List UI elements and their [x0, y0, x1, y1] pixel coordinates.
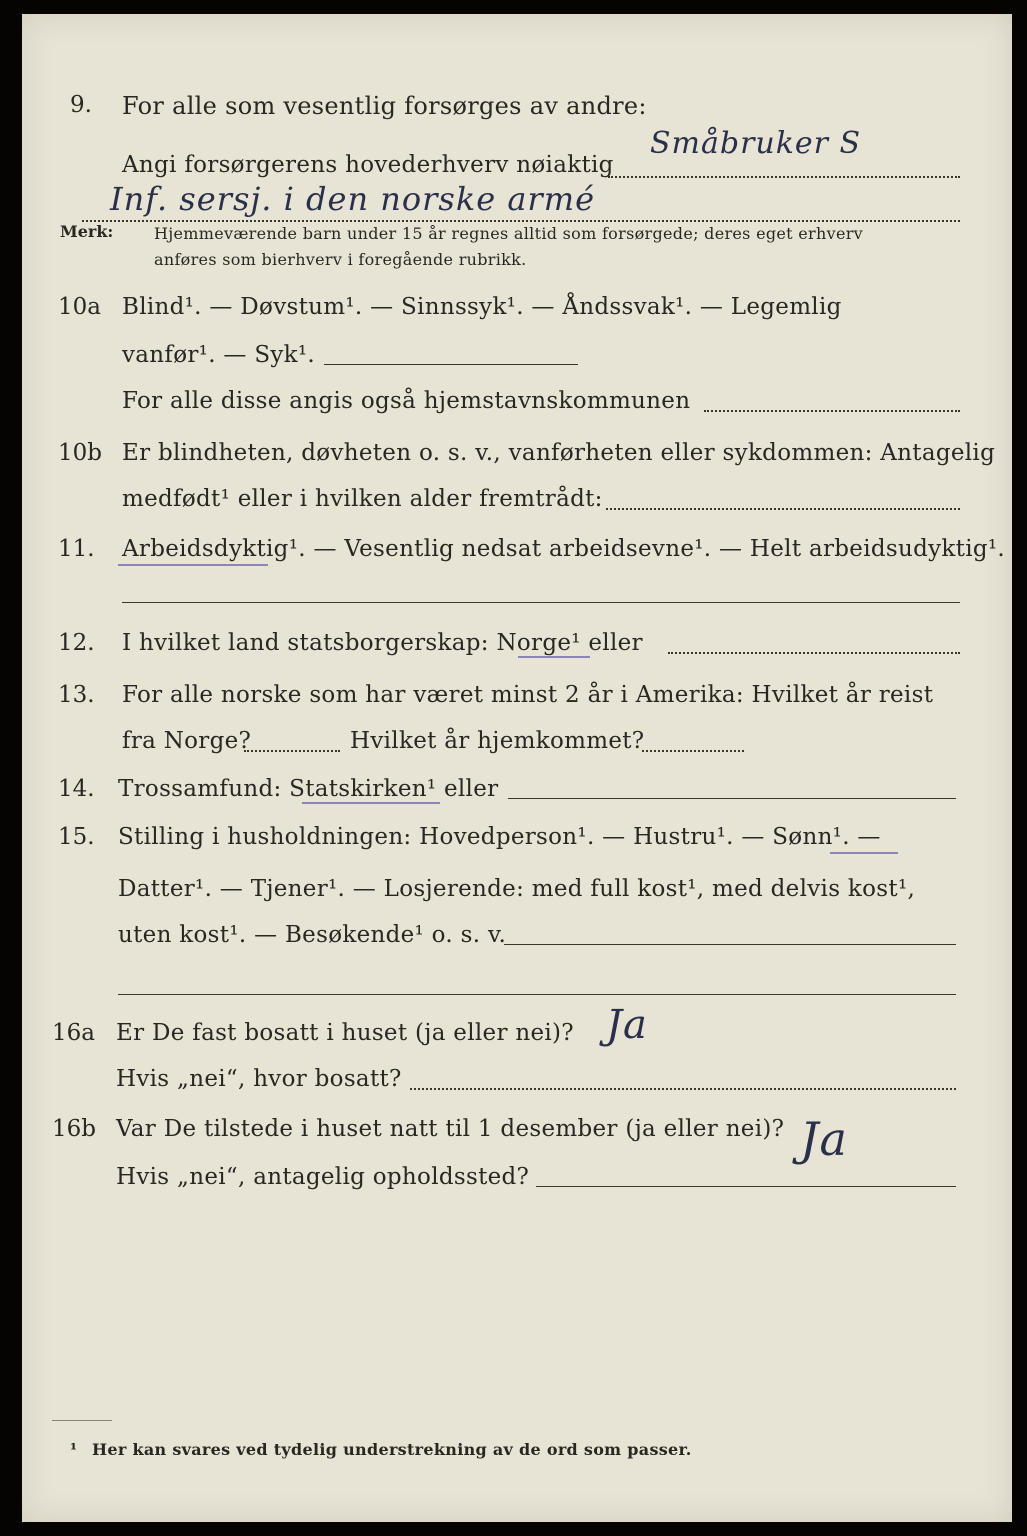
q14-number: 14. [58, 776, 95, 802]
q10b-text-2: medfødt¹ eller i hvilken alder fremtrådt: [122, 486, 603, 512]
q10b-answer-line [606, 508, 960, 510]
q16a-text-2: Hvis „nei“, hvor bosatt? [116, 1066, 402, 1092]
census-form-page [22, 14, 1012, 1522]
q13-number: 13. [58, 682, 95, 708]
footnote-rule [52, 1420, 112, 1421]
q13-text-2b: Hvilket år hjemkommet? [350, 728, 645, 754]
q15-answer-line-2 [118, 994, 956, 995]
q11-answer-line [122, 602, 960, 603]
q10b-number: 10b [58, 440, 102, 466]
q12-answer-line [668, 652, 960, 654]
q15-answer-line [504, 944, 956, 945]
q16a-text-1: Er De fast bosatt i huset (ja eller nei)? [116, 1020, 574, 1046]
footnote-text: Her kan svares ved tydelig understrekning av de ord som passer. [92, 1440, 692, 1459]
q16b-answer: Ja [800, 1112, 848, 1166]
q15-pencil-underline [830, 852, 898, 854]
q12-pencil-underline [518, 656, 590, 658]
merk-text-1: Hjemmeværende barn under 15 år regnes alltid som forsørgede; deres eget erhverv [154, 224, 863, 243]
q12-text: I hvilket land statsborgerskap: Norge¹ eller [122, 630, 643, 656]
merk-label: Merk: [60, 222, 114, 241]
q13-return-year-line [642, 750, 744, 752]
q9-answer-occupation: Småbruker S [650, 126, 862, 161]
q10a-text-3: For alle disse angis også hjemstavnskommunen [122, 388, 691, 414]
q11-pencil-underline [118, 564, 268, 566]
q9-answer-rank: Inf. sersj. i den norske armé [110, 180, 595, 218]
q14-answer-line [508, 798, 956, 799]
q16b-text-1: Var De tilstede i huset natt til 1 desember (ja eller nei)? [116, 1116, 785, 1142]
q16b-answer-line [536, 1186, 956, 1187]
q16b-number: 16b [52, 1116, 96, 1142]
q12-number: 12. [58, 630, 95, 656]
q15-text-2: Datter¹. — Tjener¹. — Losjerende: med full kost¹, med delvis kost¹, [118, 876, 916, 902]
q10a-text-1: Blind¹. — Døvstum¹. — Sinnssyk¹. — Åndssvak¹. — Legemlig [122, 294, 842, 320]
q16a-answer: Ja [606, 1002, 648, 1048]
q16a-number: 16a [52, 1020, 95, 1046]
q14-text: Trossamfund: Statskirken¹ eller [118, 776, 499, 802]
q9-answer-line-2 [82, 220, 960, 222]
q13-text-2a: fra Norge? [122, 728, 252, 754]
q16a-answer-line [410, 1088, 956, 1090]
q15-number: 15. [58, 824, 95, 850]
q9-heading: For alle som vesentlig forsørges av andre: [122, 92, 647, 120]
q9-answer-line-1 [608, 176, 960, 178]
merk-text-2: anføres som bierhverv i foregående rubrikk. [154, 250, 527, 269]
q10a-text-2: vanfør¹. — Syk¹. [122, 342, 316, 368]
q15-text-3: uten kost¹. — Besøkende¹ o. s. v. [118, 922, 507, 948]
q10a-municipality-line [704, 410, 960, 412]
q9-prompt: Angi forsørgerens hovederhverv nøiaktig [122, 152, 614, 178]
q10a-number: 10a [58, 294, 101, 320]
q15-text-1: Stilling i husholdningen: Hovedperson¹. — Hustru¹. — Sønn¹. — [118, 824, 881, 850]
q13-text-1: For alle norske som har været minst 2 år i Amerika: Hvilket år reist [122, 682, 934, 708]
q11-text: Arbeidsdyktig¹. — Vesentlig nedsat arbeidsevne¹. — Helt arbeidsudyktig¹. [122, 536, 1006, 562]
q16b-text-2: Hvis „nei“, antagelig opholdssted? [116, 1164, 530, 1190]
q13-emigration-year-line [244, 750, 340, 752]
q10b-text-1: Er blindheten, døvheten o. s. v., vanførheten eller sykdommen: Antagelig [122, 440, 996, 466]
q14-pencil-underline [302, 802, 440, 804]
q9-number: 9. [70, 92, 92, 118]
q11-number: 11. [58, 536, 95, 562]
footnote-mark: ¹ [70, 1440, 78, 1459]
q10a-answer-line [324, 364, 578, 365]
